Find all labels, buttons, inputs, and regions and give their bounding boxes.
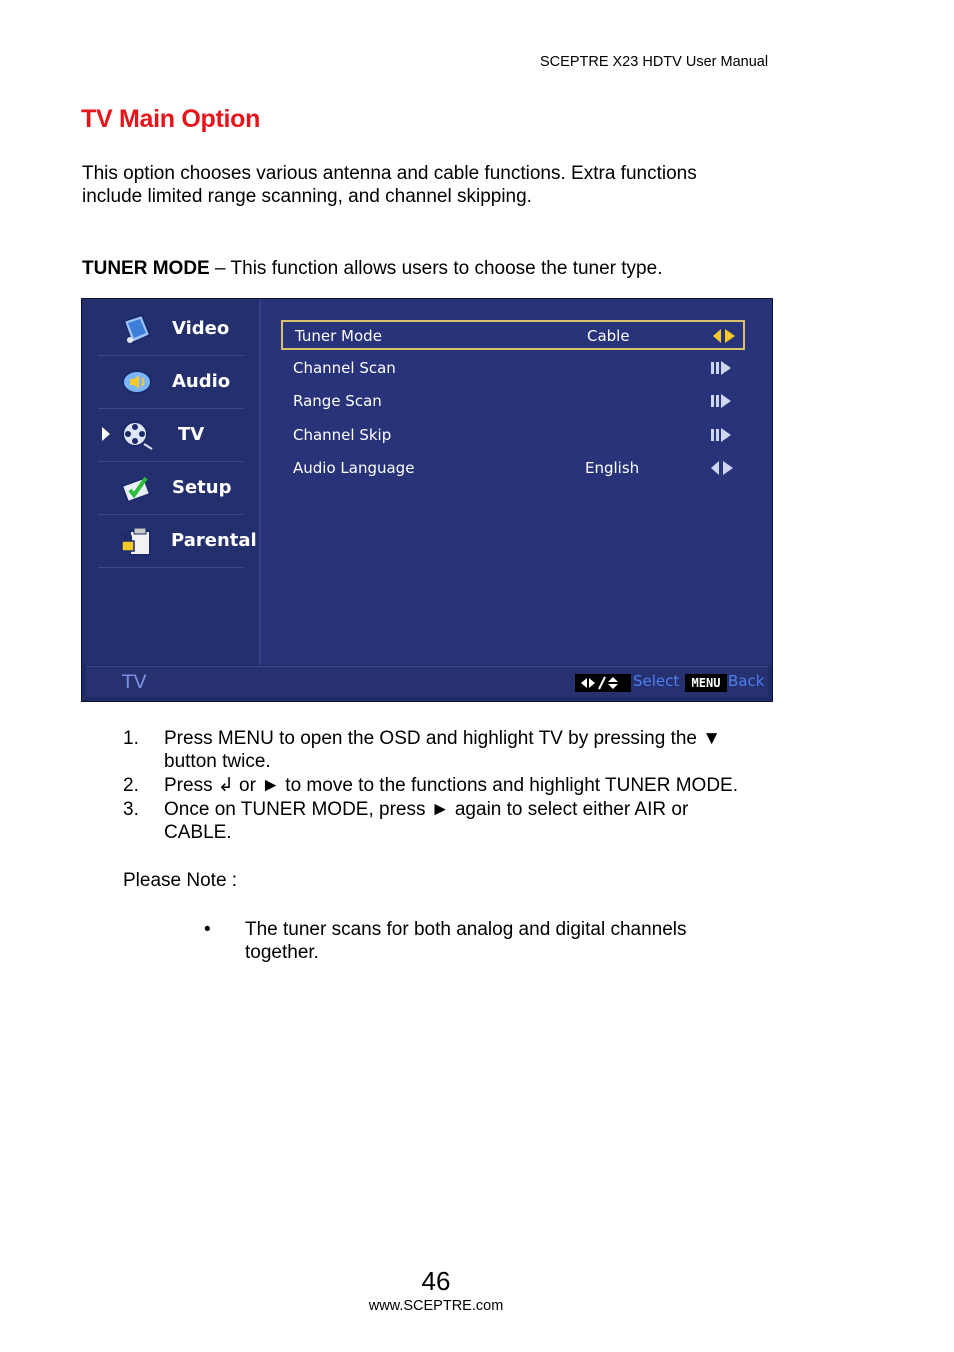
step-line: button twice. bbox=[164, 751, 271, 772]
select-label: Select bbox=[633, 672, 680, 690]
footer-url: www.SCEPTRE.com bbox=[368, 1298, 504, 1314]
video-icon bbox=[120, 313, 154, 345]
osd-screenshot bbox=[81, 298, 773, 702]
instruction-steps bbox=[123, 727, 803, 844]
step-item bbox=[123, 798, 803, 844]
menu-item-range-scan[interactable] bbox=[281, 387, 745, 417]
intro-paragraph bbox=[82, 162, 782, 208]
menu-key: MENU bbox=[685, 674, 727, 692]
tuner-mode-desc: – This function allows users to choose the tuner type. bbox=[209, 258, 663, 279]
sidebar-item-setup[interactable] bbox=[98, 462, 244, 515]
step-line: Once on TUNER MODE, press ► again to select either AIR or bbox=[164, 799, 689, 820]
intro-line: This option chooses various antenna and cable functions. Extra functions bbox=[82, 163, 697, 184]
step-line: Press ↲ or ► to move to the functions and highlight TUNER MODE. bbox=[164, 775, 738, 796]
sidebar-item-label: Video bbox=[172, 318, 230, 339]
menu-item-audio-language[interactable] bbox=[281, 454, 745, 484]
bullet-line: together. bbox=[245, 942, 319, 963]
enter-arrow-icon[interactable] bbox=[709, 360, 735, 376]
menu-item-label: Audio Language bbox=[293, 459, 415, 477]
step-number: 2. bbox=[123, 775, 139, 796]
sidebar-item-label: TV bbox=[178, 424, 205, 445]
step-line: CABLE. bbox=[164, 822, 232, 843]
step-line: Press MENU to open the OSD and highlight TV by pressing the ▼ bbox=[164, 728, 722, 749]
bullet-text bbox=[245, 918, 764, 964]
menu-item-tuner-mode[interactable] bbox=[281, 320, 745, 350]
step-number: 3. bbox=[123, 799, 139, 820]
sidebar-item-video[interactable] bbox=[98, 303, 244, 356]
left-right-arrows-icon[interactable] bbox=[709, 460, 735, 476]
sidebar-item-label: Audio bbox=[172, 371, 231, 392]
menu-item-label: Range Scan bbox=[293, 392, 382, 410]
tv-icon bbox=[120, 419, 154, 451]
step-item bbox=[123, 774, 803, 797]
left-right-arrows-icon[interactable] bbox=[711, 328, 737, 344]
audio-icon bbox=[120, 366, 154, 398]
tuner-mode-label: TUNER MODE bbox=[82, 258, 210, 279]
parental-icon bbox=[120, 525, 154, 557]
menu-item-label: Channel Scan bbox=[293, 359, 396, 377]
osd-footer-title: TV bbox=[122, 671, 147, 693]
tuner-mode-description bbox=[82, 257, 662, 280]
page-number: 46 bbox=[421, 1266, 451, 1296]
menu-item-channel-scan[interactable] bbox=[281, 354, 745, 384]
manual-header: SCEPTRE X23 HDTV User Manual bbox=[540, 54, 769, 70]
sidebar-item-label: Parental bbox=[171, 530, 257, 551]
enter-arrow-icon[interactable] bbox=[709, 427, 735, 443]
menu-item-value: Cable bbox=[587, 327, 630, 345]
step-number: 1. bbox=[123, 728, 139, 749]
osd-footer bbox=[86, 666, 768, 697]
sidebar-item-tv[interactable] bbox=[98, 409, 244, 462]
bullet-item bbox=[204, 918, 764, 964]
intro-line: include limited range scanning, and channel skipping. bbox=[82, 186, 532, 207]
navigate-keys-icon bbox=[575, 674, 631, 692]
menu-item-label: Tuner Mode bbox=[295, 327, 382, 345]
note-label: Please Note : bbox=[123, 870, 238, 891]
sidebar-item-label: Setup bbox=[172, 477, 232, 498]
menu-item-value: English bbox=[585, 459, 640, 477]
step-item bbox=[123, 727, 803, 773]
bullet-dot: • bbox=[204, 919, 211, 940]
menu-item-channel-skip[interactable] bbox=[281, 421, 745, 451]
bullet-line: The tuner scans for both analog and digital channels bbox=[245, 919, 687, 940]
sidebar-item-parental[interactable] bbox=[98, 515, 257, 568]
section-title: TV Main Option bbox=[81, 105, 261, 133]
osd-sidebar bbox=[82, 299, 260, 665]
osd-menu-panel bbox=[261, 299, 772, 665]
setup-icon bbox=[120, 472, 154, 504]
enter-arrow-icon[interactable] bbox=[709, 393, 735, 409]
sidebar-item-audio[interactable] bbox=[98, 356, 244, 409]
back-label: Back bbox=[728, 672, 765, 690]
selected-arrow-icon bbox=[102, 427, 110, 441]
menu-item-label: Channel Skip bbox=[293, 426, 392, 444]
